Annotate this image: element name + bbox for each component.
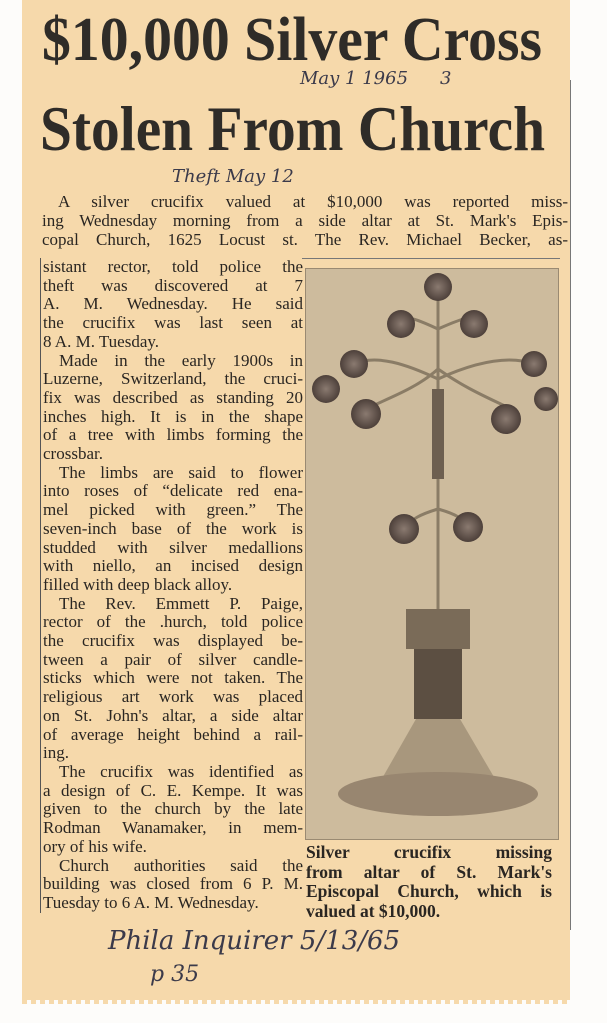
adjacent-column-edge xyxy=(570,80,579,930)
text-line: of average height behind a rail- xyxy=(43,725,303,744)
text-line: tween a pair of silver candle- xyxy=(43,650,303,669)
text-line: 8 A. M. Tuesday. xyxy=(43,332,160,351)
text-line: into roses of “delicate red ena- xyxy=(43,482,303,501)
text-line: with niello, an incised design xyxy=(43,557,303,576)
text-line: The crucifix was identified as xyxy=(59,762,303,781)
text-line: Made in the early 1900s in xyxy=(59,351,303,370)
text-line: ing. xyxy=(43,744,69,763)
text-line: ing Wednesday morning from a side altar at St. Mark's Epis- xyxy=(42,211,568,230)
handwritten-theft-note: Theft May 12 xyxy=(172,166,294,187)
text-line: theft was discovered at 7 xyxy=(43,276,303,295)
crucifix-photo xyxy=(305,268,559,840)
text-line: building was closed from 6 P. M. xyxy=(43,875,303,894)
article-column xyxy=(40,258,303,913)
headline-line-2: Stolen From Church xyxy=(40,93,545,164)
text-line: religious art work was placed xyxy=(43,688,303,707)
text-line: the crucifix was last seen at xyxy=(43,314,303,333)
text-line: the crucifix was displayed be- xyxy=(43,632,303,651)
text-line: A silver crucifix valued at $10,000 was reported miss- xyxy=(58,192,568,211)
text-line: fix was described as standing 20 xyxy=(43,388,303,407)
text-line: sistant rector, told police the xyxy=(43,258,303,276)
caption-line: Silver crucifix missing xyxy=(306,843,552,862)
text-line: mel picked with green.” The xyxy=(43,501,303,520)
handwritten-date-correction: 3 xyxy=(440,68,452,89)
caption-line: from altar of St. Mark's xyxy=(306,862,552,882)
handwritten-date: May 1 1965 xyxy=(300,68,409,89)
caption-line: Episcopal Church, which is xyxy=(306,882,552,901)
headline-line-1: $10,000 Silver Cross xyxy=(42,6,542,74)
text-line: Church authorities said the xyxy=(59,856,303,875)
text-line: sticks which were not taken. The xyxy=(43,669,303,688)
text-line: given to the church by the late xyxy=(43,800,303,819)
text-line: crossbar. xyxy=(43,445,103,464)
text-line: The Rev. Emmett P. Paige, xyxy=(59,594,303,613)
caption-line: valued at $10,000. xyxy=(306,901,441,921)
text-line: a design of C. E. Kempe. It was xyxy=(43,781,303,800)
text-line: The limbs are said to flower xyxy=(59,463,303,482)
crucifix-image xyxy=(306,269,558,839)
lead-paragraph xyxy=(42,192,568,249)
text-line: seven-inch base of the work is xyxy=(43,519,303,538)
text-line: Tuesday to 6 A. M. Wednesday. xyxy=(43,893,259,912)
photo-rule xyxy=(302,258,560,259)
handwritten-source-note: Phila Inquirer 5/13/65 xyxy=(108,926,401,956)
text-line: ory of his wife. xyxy=(43,837,147,856)
text-line: A. M. Wednesday. He said xyxy=(43,295,303,314)
text-line: Luzerne, Switzerland, the cruci- xyxy=(43,370,303,389)
text-line: Rodman Wanamaker, in mem- xyxy=(43,819,303,838)
text-line: copal Church, 1625 Locust st. The Rev. Michael Becker, as- xyxy=(42,230,568,249)
text-line: filled with deep black alloy. xyxy=(43,575,233,594)
text-line: on St. John's altar, a side altar xyxy=(43,706,303,725)
text-line: rector of the .hurch, told police xyxy=(43,613,303,632)
text-line: of a tree with limbs forming the xyxy=(43,426,303,445)
text-line: studded with silver medallions xyxy=(43,538,303,557)
photo-caption xyxy=(306,843,552,921)
text-line: inches high. It is in the shape xyxy=(43,407,303,426)
handwritten-page-note: p 35 xyxy=(150,962,200,987)
